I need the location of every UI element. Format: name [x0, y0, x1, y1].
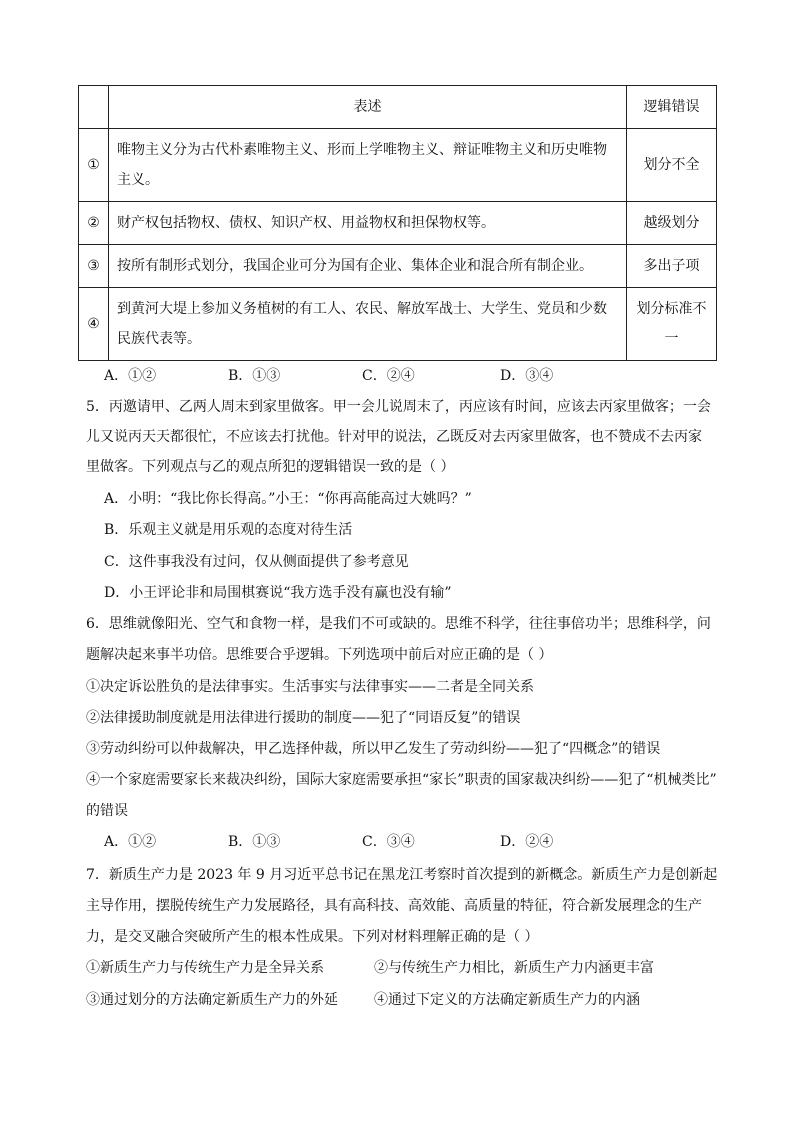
row-statement: 按所有制形式划分，我国企业可分为国有企业、集体企业和混合所有制企业。	[109, 245, 627, 288]
q7-stem-line: 力，是交叉融合突破所产生的根本性成果。下列对材料理解正确的是（ ）	[86, 929, 539, 945]
row-statement: 财产权包括物权、债权、知识产权、用益物权和担保物权等。	[109, 202, 627, 245]
row-error: 划分不全	[627, 129, 717, 202]
q6-item: 的错误	[86, 803, 128, 819]
row-error: 划分标准不一	[627, 288, 717, 361]
q5-stem-line: 儿又说丙天天都很忙，不应该去打扰他。针对甲的说法，乙既反对去丙家里做客，也不赞成不去丙家	[86, 429, 702, 445]
q6-option-b: B．①③	[228, 834, 281, 850]
row-number: ②	[79, 202, 109, 245]
q4-option-b: B．①③	[228, 368, 281, 384]
row-number: ④	[79, 288, 109, 361]
q6-stem-line: 题解决起来事半功倍。思维要合乎逻辑。下列选项中前后对应正确的是（ ）	[86, 647, 553, 663]
table-row	[79, 245, 717, 288]
row-error: 多出子项	[627, 245, 717, 288]
q6-stem-line: 6．思维就像阳光、空气和食物一样，是我们不可或缺的。思维不科学，往往事倍功半；思维科学，问	[86, 616, 711, 632]
header-statement: 表述	[109, 86, 627, 129]
row-number: ①	[79, 129, 109, 202]
header-error: 逻辑错误	[627, 86, 717, 129]
q5-option-d: D．小王评论非和局围棋赛说“我方选手没有赢也没有输”	[104, 585, 452, 601]
q4-option-d: D．③④	[500, 368, 554, 384]
q6-item: ③劳动纠纷可以仲裁解决，甲乙选择仲裁，所以甲乙发生了劳动纠纷——犯了“四概念”的错误	[86, 741, 661, 757]
q6-option-d: D．②④	[500, 834, 554, 850]
header-blank	[79, 86, 109, 129]
row-number: ③	[79, 245, 109, 288]
q4-option-a: A．①②	[104, 368, 157, 384]
q7-item: ③通过划分的方法确定新质生产力的外延	[86, 992, 338, 1008]
table-row	[79, 202, 717, 245]
q7-stem-line: 7．新质生产力是 2023 年 9 月习近平总书记在黑龙江考察时首次提到的新概念。新质生产力是创新起	[86, 867, 718, 883]
q7-item: ④通过下定义的方法确定新质生产力的内涵	[374, 992, 640, 1008]
row-error: 越级划分	[627, 202, 717, 245]
table-header-row	[79, 86, 717, 129]
table-row	[79, 288, 717, 361]
q6-item: ②法律援助制度就是用法律进行援助的制度——犯了“同语反复”的错误	[86, 710, 521, 726]
q7-item: ①新质生产力与传统生产力是全异关系	[86, 960, 324, 976]
q4-option-c: C．②④	[362, 368, 415, 384]
q6-option-c: C．③④	[362, 834, 415, 850]
q5-option-a: A．小明：“我比你长得高。”小王：“你再高能高过大姚吗？”	[104, 491, 472, 507]
q6-item: ④一个家庭需要家长来裁决纠纷，国际大家庭需要承担“家长”职责的国家裁决纠纷——犯了“机械类比”	[86, 772, 717, 788]
logic-error-table	[78, 85, 717, 361]
table-row	[79, 129, 717, 202]
q5-stem-line: 里做客。下列观点与乙的观点所犯的逻辑错误一致的是（ ）	[86, 459, 455, 475]
q5-option-b: B．乐观主义就是用乐观的态度对待生活	[104, 522, 353, 538]
q7-stem-line: 主导作用，摆脱传统生产力发展路径，具有高科技、高效能、高质量的特征，符合新发展理念的生产	[86, 898, 702, 914]
row-statement: 唯物主义分为古代朴素唯物主义、形而上学唯物主义、辩证唯物主义和历史唯物主义。	[109, 129, 627, 202]
q6-item: ①决定诉讼胜负的是法律事实。生活事实与法律事实——二者是全同关系	[86, 679, 534, 695]
row-statement: 到黄河大堤上参加义务植树的有工人、农民、解放军战士、大学生、党员和少数民族代表等。	[109, 288, 627, 361]
q7-item: ②与传统生产力相比，新质生产力内涵更丰富	[374, 960, 654, 976]
q5-option-c: C．这件事我没有过问，仅从侧面提供了参考意见	[104, 554, 409, 570]
q6-option-a: A．①②	[104, 834, 157, 850]
q5-stem-line: 5．丙邀请甲、乙两人周末到家里做客。甲一会儿说周末了，丙应该有时间，应该去丙家里做客；一会	[86, 399, 711, 415]
